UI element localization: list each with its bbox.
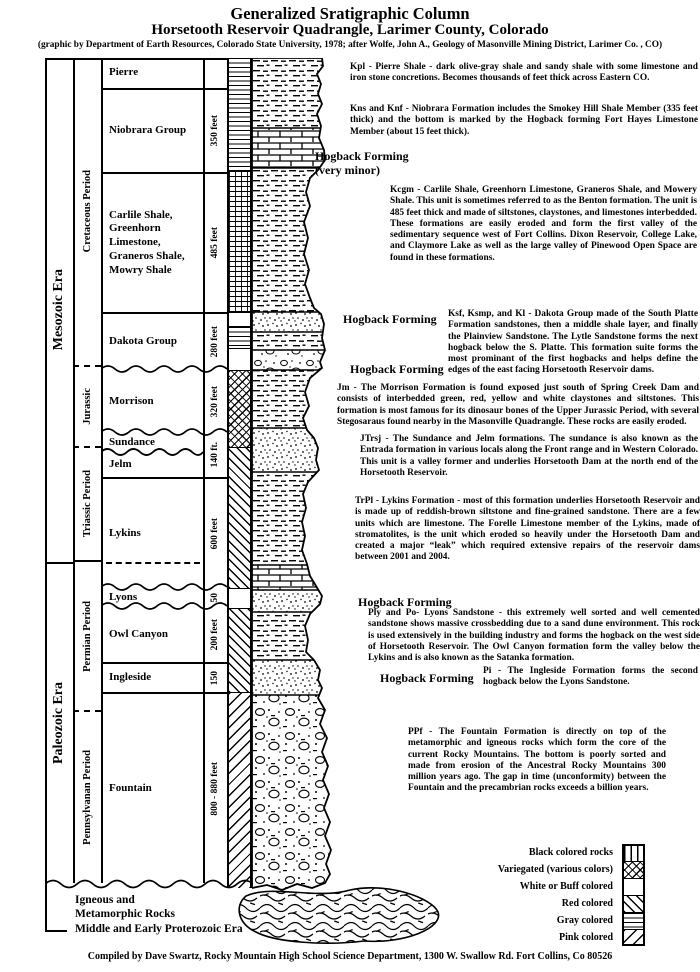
period-pennsylvanian — [73, 712, 101, 883]
unconformity-line-sundance-base — [101, 447, 203, 457]
formation-ingleside: Ingleside — [101, 662, 203, 692]
hogback-label-ingleside: Hogback Forming — [380, 671, 474, 685]
legend-row-white: White or Buff colored — [455, 878, 645, 895]
era-paleozoic-label: Paleozoic Era — [51, 682, 66, 765]
era-paleozoic — [45, 562, 73, 883]
era-mesozoic — [45, 58, 73, 562]
colorstrip-white-lyons — [227, 588, 252, 608]
colorstrip-black-carlile — [227, 170, 252, 312]
legend-swatch-white — [622, 878, 645, 895]
lykins-internal-dashed-boundary — [106, 562, 200, 564]
hogback-label-dakota-upper: Hogback Forming — [343, 312, 437, 326]
hogback-label-lyons: Hogback Forming — [358, 595, 452, 609]
formation-carlile: Carlile Shale, Greenhorn Limestone, Graneros Shale, Mowry Shale — [101, 172, 203, 312]
formation-jelm: Jelm — [109, 458, 132, 471]
note-ppf: PPf - The Fountain Formation is directly on top of the metamorphic and igneous rocks which form the core of the current Rocky Mountains. The bottom is poorly sorted and made from erosion of the Ancestral Rocky Mountains 300 million years ago. The gap in time (unconformity) between the Fountain and the precambrian rocks exceeds a billion years. — [408, 727, 666, 794]
colorstrip-white-dakota-top — [227, 312, 252, 326]
note-jtrsj: JTrsj - The Sundance and Jelm formations. The sundance is also known as the Entrada formation in various locals along the Front range and in Western Colorado. This unit is a valley former and underlies Horsetooth Dam at the north end of the Horsetooth Reservoir. — [360, 434, 698, 478]
colorstrip-red-jelm-lykins — [227, 447, 252, 588]
period-triassic-label: Triassic Period — [81, 470, 93, 538]
thickness-owl-canyon: 200 feet — [210, 618, 220, 651]
note-trpl: TrPl - Lykins Formation - most of this formation underlies Horsetooth Reservoir and is made up of reddish-brown siltstone and fine-grained sandstone. There are a few units which are limestone. The Forelle Limestone member of the Lykins, made of stromatolites, is the unit which eroded so heavily under the Horsetooth Dam and created a major “leak” which required extensive repairs of the reservoir dams between 2001 and 2004. — [355, 496, 700, 563]
formation-morrison: Morrison — [109, 394, 154, 407]
thickness-dakota: 280 feet — [203, 312, 227, 370]
basement-rock-graphic — [232, 884, 446, 950]
period-jurassic-label: Jurassic — [81, 388, 93, 425]
legend-row-black: Black colored rocks — [455, 844, 645, 861]
lithology-segments — [252, 58, 342, 893]
formation-niobrara: Niobrara Group — [101, 88, 203, 172]
formation-pierre: Pierre — [109, 66, 139, 79]
legend-swatch-vertical-lines — [622, 844, 645, 861]
period-permian — [73, 562, 101, 712]
legend-row-variegated: Variegated (various colors) — [455, 861, 645, 878]
hogback-label-niobrara: Hogback Forming (very minor) — [315, 149, 409, 178]
period-jurassic — [73, 367, 101, 448]
legend-swatch-gray-lines — [622, 912, 645, 929]
legend-row-red: Red colored — [455, 895, 645, 912]
note-kns: Kns and Knf - Niobrara Formation includes the Smokey Hill Shale Member (335 feet thick) and the bottom is marked by the Hogback forming Fort Hayes Limestone Member (about 15 feet thick). — [350, 104, 698, 137]
note-pi: Pi - The Ingleside Formation forms the second hogback below the Lyons Sandstone. — [483, 666, 698, 688]
note-jm: Jm - The Morrison Formation is found exposed just south of Spring Creek Dam and consists of interbedded green, red, yellow and white claystones and siltstones. This formation is most famous for its dinosaur bones of the Upper Jurassic Period, with several Stegosaraus found nearby in the Masonville Quadrangle. These rocks are easily eroded. — [337, 383, 699, 427]
unconformity-line-precambrian — [45, 878, 253, 890]
table-bottom-stub — [45, 930, 67, 932]
note-kpl: Kpl - Pierre Shale - dark olive-gray shale and sandy shale with some limestone and iron stone concretions. Becomes thousands of feet thick across Eastern CO. — [350, 62, 698, 84]
thickness-lyons: 50 — [210, 592, 220, 603]
credit-line: (graphic by Department of Earth Resources, Colorado State University, 1978; after Wolfe, John A., Geology of Masonville Mining District, Larimer Co. , CO) — [37, 40, 663, 50]
unconformity-line-dakota-base — [101, 364, 227, 374]
thickness-niobrara: 350 feet — [203, 88, 227, 172]
formation-fountain: Fountain — [101, 692, 203, 883]
compiled-by-line: Compiled by Dave Swartz, Rocky Mountain High School Science Department, 1300 W. Swallow Rd. Fort Collins, Co 80526 — [87, 951, 613, 962]
hogback-label-dakota-lower: Hogback Forming — [350, 362, 444, 376]
period-pennsylvanian-label: Pennsylvanan Period — [81, 750, 93, 845]
legend — [455, 844, 645, 946]
period-permian-label: Permian Period — [81, 600, 93, 672]
unconformity-line-lyons-base — [101, 601, 227, 611]
formation-owl-canyon: Owl Canyon — [109, 627, 168, 640]
legend-swatch-variegated — [622, 861, 645, 878]
note-kcgm: Kcgm - Carlile Shale, Greenhorn Limestone, Graneros Shale, and Mowery Shale. This unit is sometimes referred to as the Benton formation. The unit is 485 feet thick and made of siltstones, claystones, and limestones interbedded. These formations are easily eroded and form the first valley of the sedimentary sequence west of Fort Collins. Dixon Reservoir, College Lake, and Claymore Lake as well as the large valley of Pinewood Open Space are found in these formations. — [390, 185, 697, 263]
note-ply: Ply and Po- Lyons Sandstone - this extremely well sorted and well cemented sandstone shows massive crossbedding due to a sand dune environment. This rock is used extensively in the building industry and forms the hogback on the west side of Horsetooth Reservoir. The Owl Canyon formation form the valley below the Lykins and is also known as the Satanka formation. — [368, 608, 700, 664]
colorstrip-white-dakota-bottom — [227, 348, 252, 370]
lithology-column — [252, 58, 342, 894]
note-ksf: Ksf, Ksmp, and Kl - Dakota Group made of the South Platte Formation sandstones, then a middle shale layer, and finally the Plainview Sandstone. The Lytle Sandstone forms the next hogback below the S. Platte. This formation suite forms the most prominant of the first hogbacks and helps define the edges of the east facing Horsetooth Reservoir dams. — [448, 309, 698, 376]
unconformity-line-morrison-base — [101, 427, 227, 437]
legend-swatch-red-hatch — [622, 895, 645, 912]
unconformity-line-lykins-base — [101, 582, 227, 592]
colorstrip-gray-pierre-niobrara — [227, 58, 252, 170]
formation-lykins: Lykins — [101, 477, 203, 588]
basement-label: Igneous and Metamorphic Rocks Middle and Early Proterozoic Era — [75, 894, 243, 935]
thickness-fountain: 800 - 880 feet — [203, 692, 227, 883]
legend-row-pink: Pink colored — [455, 929, 645, 946]
thickness-lykins: 600 feet — [203, 477, 227, 588]
page-subtitle: Horsetooth Reservoir Quadrangle, Larimer County, Colorado — [151, 22, 549, 38]
period-cretaceous-label: Cretaceous Period — [81, 170, 93, 253]
period-triassic — [73, 448, 101, 562]
thickness-sundance-jelm: 140 ft. — [210, 442, 220, 468]
colorstrip-red-owlcanyon-ingleside — [227, 608, 252, 692]
colorstrip-pink-fountain — [227, 692, 252, 888]
formation-lyons: Lyons — [109, 590, 138, 603]
formation-sundance: Sundance — [109, 436, 155, 449]
formation-dakota: Dakota Group — [101, 312, 203, 370]
thickness-morrison: 320 feet — [210, 385, 220, 418]
thickness-ingleside: 150 — [203, 662, 227, 692]
thickness-carlile: 485 feet — [203, 172, 227, 312]
colorstrip-gray-dakota-mid — [227, 326, 252, 348]
period-cretaceous — [73, 58, 101, 367]
legend-row-gray: Gray colored — [455, 912, 645, 929]
era-mesozoic-label: Mesozoic Era — [51, 269, 66, 351]
legend-swatch-pink-hatch — [622, 929, 645, 946]
colorstrip-variegated-morrison — [227, 370, 252, 447]
page-title: Generalized Sratigraphic Column — [230, 4, 470, 23]
